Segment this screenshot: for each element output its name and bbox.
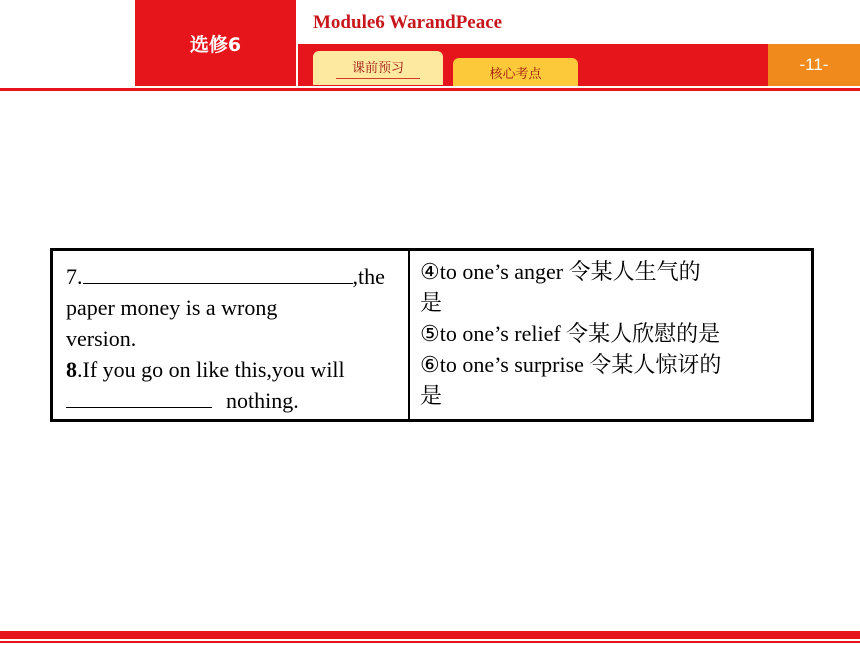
- question-8-line-2: [66, 385, 402, 416]
- tab-key-points-label: 核心考点: [489, 66, 542, 82]
- question-8-answer-blank[interactable]: [66, 389, 212, 408]
- phrase-notes-cell: [410, 251, 811, 419]
- question-7-line-1: [66, 261, 402, 292]
- phrase-note-line: ⑥to one’s surprise 令某人惊讶的: [420, 352, 722, 377]
- exercise-table: [50, 248, 814, 422]
- question-8-line-1: [66, 354, 402, 385]
- phrase-note-line: 是: [420, 290, 443, 315]
- phrase-note-line: ④to one’s anger 令某人生气的: [420, 259, 701, 284]
- question-7-answer-blank[interactable]: [83, 265, 353, 284]
- question-7-line-2: paper money is a wrong: [66, 295, 278, 320]
- tab-preview[interactable]: [313, 51, 443, 85]
- question-7-line-3: version.: [66, 326, 137, 351]
- phrase-note-line: ⑤to one’s relief 令某人欣慰的是: [420, 321, 721, 346]
- tab-preview-label: 课前预习: [336, 57, 420, 79]
- header-left-blank: [0, 0, 135, 86]
- footer-line: [0, 641, 860, 643]
- question-7-number: 7.: [66, 264, 83, 289]
- page-number: -11-: [768, 44, 860, 86]
- question-8-number: 8: [66, 357, 77, 382]
- question-7-after-blank: ,the: [352, 264, 385, 289]
- question-8-after-blank: nothing.: [226, 388, 299, 413]
- header-divider: [0, 88, 860, 91]
- footer-bar: [0, 631, 860, 639]
- tab-key-points[interactable]: [453, 58, 578, 86]
- question-8-text: .If you go on like this,you will: [77, 357, 345, 382]
- module-title: Module6 WarandPeace: [313, 12, 503, 33]
- exercise-questions-cell: [53, 251, 410, 419]
- course-label: 选修6: [135, 0, 296, 86]
- phrase-note-line: 是: [420, 383, 443, 408]
